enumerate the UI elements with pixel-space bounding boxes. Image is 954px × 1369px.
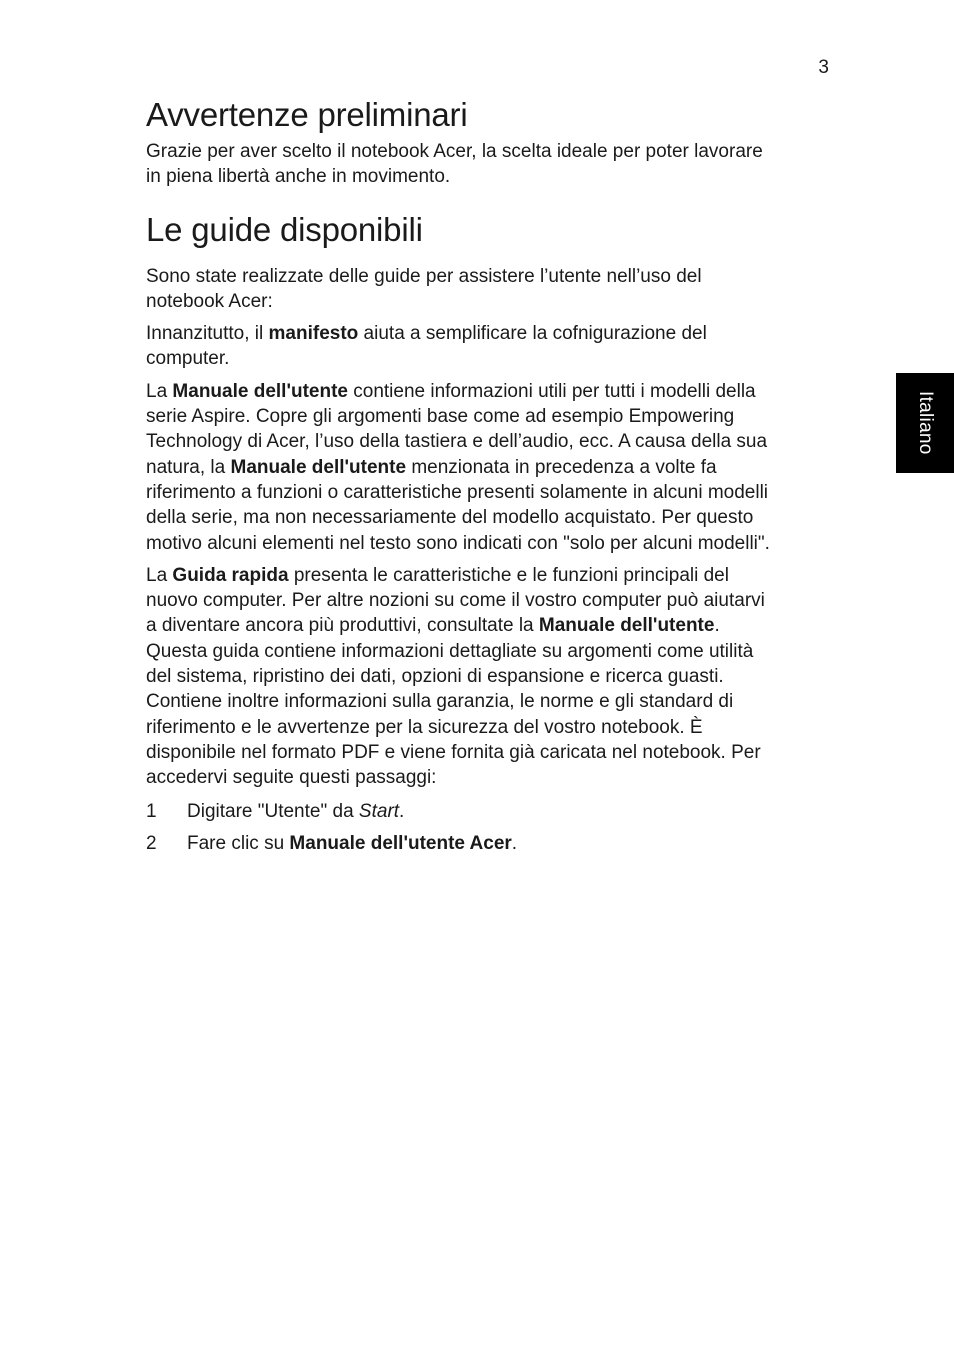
- guides-paragraph-2: Innanzitutto, il manifesto aiuta a semplificare la cofnigurazione del computer.: [146, 323, 707, 370]
- guides-paragraph-3: La Manuale dell'utente contiene informazioni utili per tutti i modelli della serie Aspire. Copre gli argomenti base come ad esempio Empowering Technology di Acer, l’uso della tastiera e dell’audio, ecc. A causa della sua natura, la Manuale dell'utente menzionata in precedenza a volte fa riferimento a funzioni o caratteristiche presenti solamente in alcuni modelli della serie, ma non necessariamente del modello acquistato. Per questo motivo alcuni elementi nel testo sono indicati con "solo per alcuni modelli".: [146, 380, 770, 554]
- section-title-preliminary: Avvertenze preliminari: [146, 96, 468, 133]
- step-item: [146, 799, 836, 824]
- step-text: Fare clic su Manuale dell'utente Acer.: [187, 832, 518, 854]
- step-number: 2: [146, 832, 157, 854]
- step-item: [146, 831, 836, 856]
- intro-paragraph: Grazie per aver scelto il notebook Acer, la scelta ideale per poter lavorare in piena libertà anche in movimento.: [146, 141, 763, 188]
- language-tab: [896, 373, 954, 473]
- steps-list: [146, 799, 836, 857]
- page-content: [146, 95, 836, 863]
- language-tab-label: Italiano: [915, 391, 936, 455]
- section-title-guides: Le guide disponibili: [146, 210, 423, 248]
- step-text: Digitare "Utente" da Start.: [187, 800, 405, 822]
- step-number: 1: [146, 800, 157, 822]
- guides-paragraph-4: La Guida rapida presenta le caratteristiche e le funzioni principali del nuovo computer. Per altre nozioni su come il vostro computer può aiutarvi a diventare ancora più produttivi, consultate la Manuale dell'utente. Questa guida contiene informazioni dettagliate su argomenti come utilità del sistema, ripristino dei dati, opzioni di espansione e ricerca guasti. Contiene inoltre informazioni sulla garanzia, le norme e gli standard di riferimento e le avvertenze per la sicurezza del vostro notebook. È disponibile nel formato PDF e viene fornita già caricata nel notebook. Per accedervi seguite questi passaggi:: [146, 564, 765, 789]
- guides-paragraph-1: Sono state realizzate delle guide per assistere l’utente nell’uso del notebook Acer:: [146, 265, 702, 312]
- page-number: 3: [818, 57, 829, 78]
